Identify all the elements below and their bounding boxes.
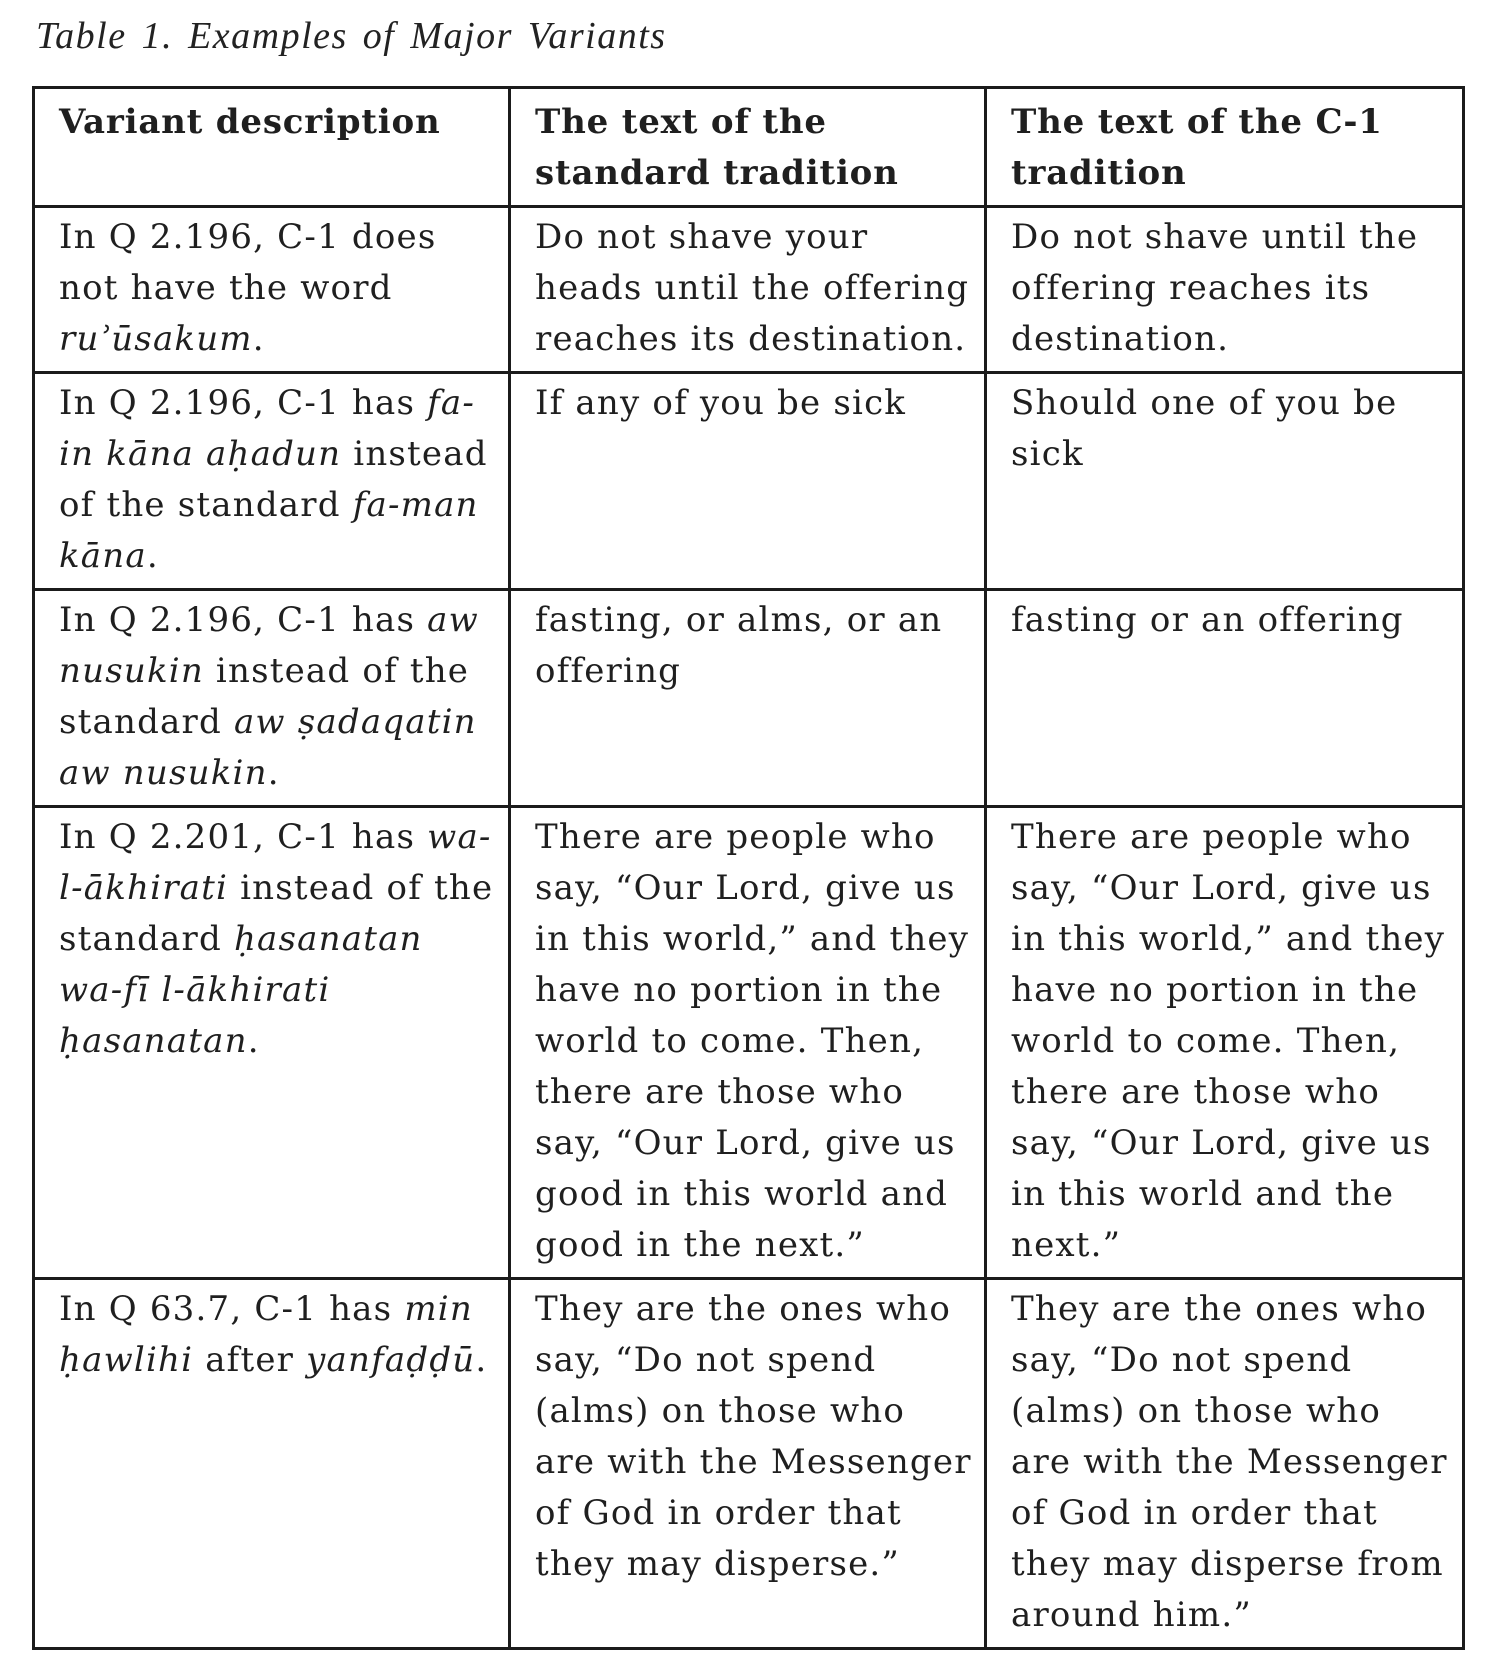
- variants-table: [32, 86, 1465, 1650]
- table-row: [34, 807, 1464, 1279]
- table-row: [34, 590, 1464, 807]
- variant-description-cell: In Q 2.201, C-1 has wa-l-ākhirati instead of the standard ḥasanatan wa-fī l-ākhirati ḥasanatan.: [34, 807, 510, 1279]
- header-standard-tradition: The text of the standard tradition: [510, 88, 986, 207]
- arabic-term: fa-in kāna aḥadun: [59, 383, 476, 474]
- standard-text-cell: Do not shave your heads until the offering reaches its destination.: [510, 207, 986, 373]
- c1-text-cell: There are people who say, “Our Lord, give us in this world,” and they have no portion in the world to come. Then, there are those who say, “Our Lord, give us in this world and the next.”: [986, 807, 1464, 1279]
- c1-text-cell: fasting or an offering: [986, 590, 1464, 807]
- header-c1-tradition: The text of the C-1 tradition: [986, 88, 1464, 207]
- standard-text-cell: If any of you be sick: [510, 373, 986, 590]
- arabic-term: aw ṣadaqatin aw nusukin: [59, 702, 477, 793]
- header-variant-description: Variant description: [34, 88, 510, 207]
- arabic-term: wa-l-ākhirati: [59, 817, 492, 908]
- table-row: [34, 1279, 1464, 1649]
- table-caption: Table 1. Examples of Major Variants: [36, 15, 667, 57]
- arabic-term: ruʾūsakum: [59, 319, 253, 359]
- c1-text-cell: Should one of you be sick: [986, 373, 1464, 590]
- standard-text-cell: They are the ones who say, “Do not spend (alms) on those who are with the Messenger of God in order that they may disperse.”: [510, 1279, 986, 1649]
- arabic-term: ḥasanatan wa-fī l-ākhirati ḥasanatan: [59, 919, 423, 1061]
- arabic-term: aw nusukin: [59, 600, 479, 691]
- variant-description-cell: In Q 2.196, C-1 has aw nusukin instead of the standard aw ṣadaqatin aw nusukin.: [34, 590, 510, 807]
- variant-description-cell: In Q 2.196, C-1 does not have the word ruʾūsakum.: [34, 207, 510, 373]
- table-header-row: [34, 88, 1464, 207]
- standard-text-cell: fasting, or alms, or an offering: [510, 590, 986, 807]
- variant-description-cell: In Q 63.7, C-1 has min ḥawlihi after yanfaḍḍū.: [34, 1279, 510, 1649]
- c1-text-cell: They are the ones who say, “Do not spend (alms) on those who are with the Messenger of God in order that they may disperse from around him.”: [986, 1279, 1464, 1649]
- variant-description-cell: In Q 2.196, C-1 has fa-in kāna aḥadun instead of the standard fa-man kāna.: [34, 373, 510, 590]
- arabic-term: yanfaḍḍū: [306, 1340, 476, 1380]
- table-row: [34, 207, 1464, 373]
- arabic-term: min ḥawlihi: [59, 1289, 473, 1380]
- table-row: [34, 373, 1464, 590]
- standard-text-cell: There are people who say, “Our Lord, give us in this world,” and they have no portion in the world to come. Then, there are those who say, “Our Lord, give us good in this world and good in the next.”: [510, 807, 986, 1279]
- c1-text-cell: Do not shave until the offering reaches its destination.: [986, 207, 1464, 373]
- arabic-term: fa-man kāna: [59, 485, 479, 576]
